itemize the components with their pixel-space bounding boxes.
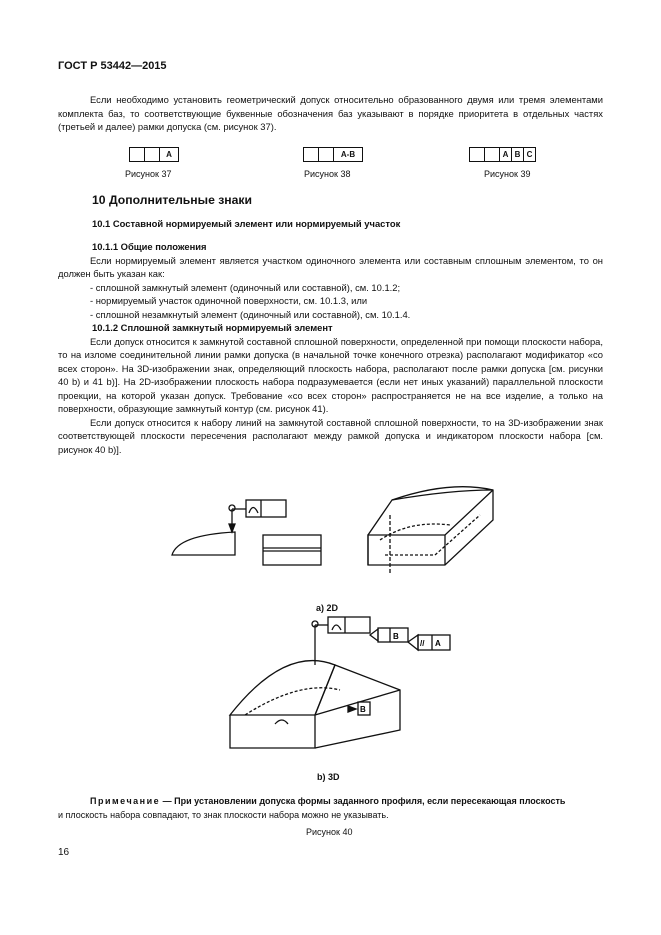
figure-39-caption: Рисунок 39 (484, 169, 531, 179)
frame-cell (130, 148, 144, 161)
section-10-1-2-paragraph-2: Если допуск относится к набору линий на замкнутой составной сплошной поверхности, то на 3D-изображении знак соответствующей плоскости пересечения располагают между рамкой допуска и индикатором плоскости набора [см. рисунок 40 b)]. (58, 416, 603, 455)
profile-2d-shape (172, 532, 235, 555)
note-text-rest: и плоскость набора совпадают, то знак плоскости набора можно не указывать. (58, 809, 389, 820)
frame-cell (144, 148, 159, 161)
standard-id: ГОСТ Р 53442—2015 (58, 60, 167, 72)
frame-cell (318, 148, 333, 161)
arrowhead-icon (229, 524, 235, 532)
figure-40-label-a: a) 2D (316, 603, 339, 613)
datum-triangle-icon (348, 706, 356, 712)
body-3d-curved-face (230, 661, 335, 715)
section-10-1-title: 10.1 Составной нормируемый элемент или нормируемый участок (92, 218, 401, 229)
frame-cell-datum: A (499, 148, 511, 161)
figure-38-caption: Рисунок 38 (304, 169, 351, 179)
section-10-1-2-paragraph-1: Если допуск относится к замкнутой составной сплошной поверхности, определенной при помощи плоскости набора, то на изломе соединительной линии рамки допуска (в начальной точке конечного отрезка) располагают модификатор «со всех сторон». На 3D-изображении знак, определяющий плоскость набора, располагают после рамки допуска [см. рисунки 40 b) и 41 b)]. На 2D-изображении плоскость набора подразумевается (если нет иных указаний) параллельной плоскости проекции, на которой указан допуск. Требование «со всех сторон» распространяется не на все изделие, а только на поверхности, образующие замкнутый контур (см. рисунок 41). (58, 335, 603, 414)
section-10-1-1 (58, 240, 603, 456)
note-text-bold: При установлении допуска формы заданного профиля, если пересекающая плоскость (174, 796, 566, 806)
frame-cell (470, 148, 484, 161)
intro-text: Если необходимо установить геометрический допуск относительно образованного двумя или тремя элементами комплекта баз, то соответствующие буквенные обозначения баз указывают в порядке приоритета в отдельных частях (третьей и далее) рамки допуска (см. рисунок 37). (58, 94, 603, 132)
list-item: - сплошной замкнутый элемент (одиночный или составной), см. 10.1.2; (90, 281, 401, 293)
section-10-1-1-text: Если нормируемый элемент является участком одиночного элемента или составным сплошным элементом, то он должен быть указан как: (58, 254, 603, 279)
frame-3d-cell-parallel: // (420, 639, 425, 648)
figure-40-caption: Рисунок 40 (306, 827, 353, 837)
tolerance-frame-39 (469, 147, 536, 162)
frame-3d-cell-b: B (393, 632, 399, 641)
frame-cell-datum: A (159, 148, 178, 161)
frame-cell (304, 148, 318, 161)
figure-38 (303, 147, 363, 162)
section-10-1-2-title: 10.1.2 Сплошной замкнутый нормируемый элемент (92, 322, 333, 333)
frame-3d-cell-a: A (435, 639, 441, 648)
section-10-1-1-title: 10.1.1 Общие положения (92, 241, 207, 252)
list-item: - нормируемый участок одиночной поверхности, см. 10.1.3, или (90, 295, 368, 306)
frame-cell-datum: B (511, 148, 523, 161)
requirement-list (58, 281, 603, 322)
note-label: Примечание (90, 796, 161, 806)
section-10-title: 10 Дополнительные знаки (92, 193, 253, 207)
frame-cell-datum: A-B (333, 148, 362, 161)
note (58, 795, 603, 822)
body-3d-front-face (230, 715, 315, 748)
frame-cell (484, 148, 499, 161)
datum-box-label: B (360, 705, 366, 714)
tolerance-frame-3d (328, 617, 370, 633)
iso-2d-shape (368, 487, 493, 565)
figure-40-drawing (150, 480, 550, 790)
figure-40-label-b: b) 3D (317, 772, 340, 782)
figure-39 (469, 147, 536, 162)
page-number: 16 (58, 847, 70, 858)
frame-cell-datum: C (523, 148, 535, 161)
note-dash: — (160, 796, 175, 806)
figure-37 (129, 147, 179, 162)
tolerance-frame-37 (129, 147, 179, 162)
intro-paragraph (58, 93, 603, 134)
side-view-2d (263, 535, 321, 565)
tolerance-frame-38 (303, 147, 363, 162)
list-item: - сплошной незамкнутый элемент (одиночный или составной), см. 10.1.4. (90, 308, 411, 320)
figure-37-caption: Рисунок 37 (125, 169, 172, 179)
